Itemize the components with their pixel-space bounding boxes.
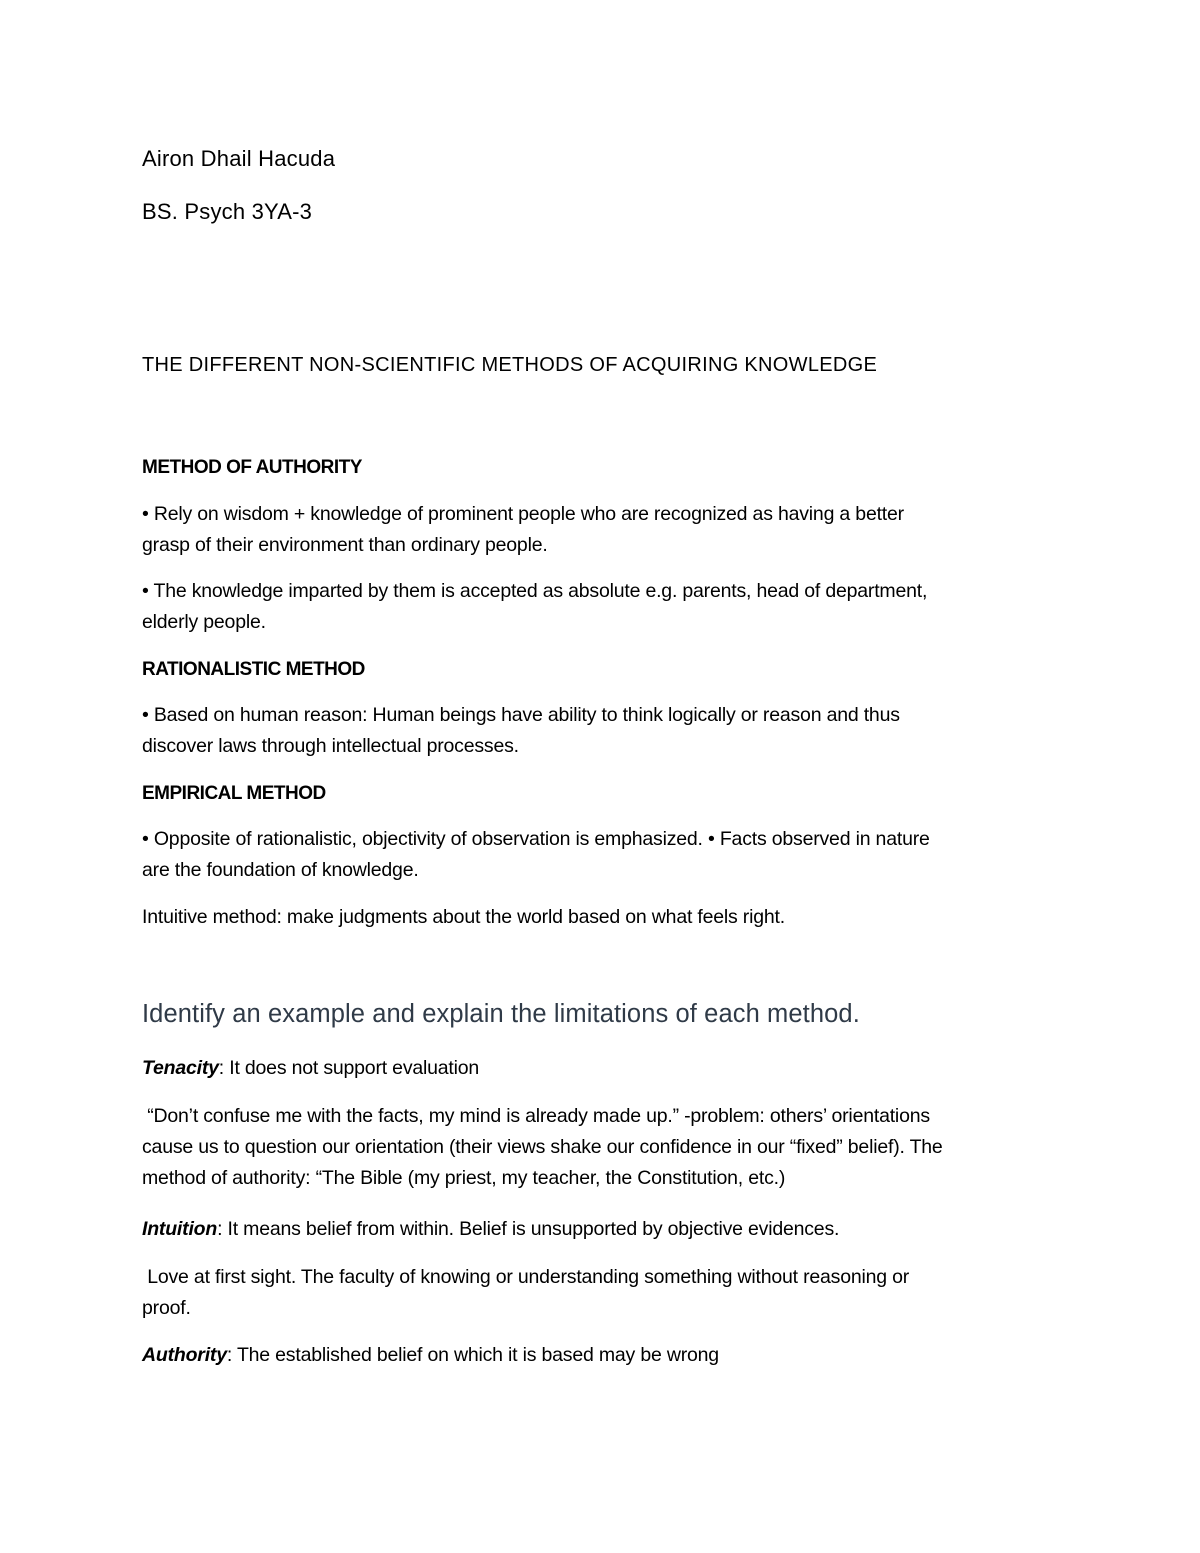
heading-method-of-authority: METHOD OF AUTHORITY (142, 457, 362, 478)
authority-definition: : The established belief on which it is based may be wrong (226, 1344, 719, 1366)
tenacity-term: Tenacity (142, 1057, 219, 1079)
author-name: Airon Dhail Hacuda (142, 146, 336, 171)
intuition-definition-line (142, 1218, 839, 1241)
course-section: BS. Psych 3YA-3 (142, 199, 313, 224)
authority-bullet-2-line-2: elderly people. (142, 611, 266, 633)
authority-bullet-1-line-2: grasp of their environment than ordinary people. (142, 534, 548, 556)
tenacity-definition-line (142, 1057, 479, 1080)
tenacity-example-line-1: “Don’t confuse me with the facts, my mind is already made up.” -problem: others’ orientations (142, 1105, 930, 1127)
authority-bullet-2-line-1: • The knowledge imparted by them is accepted as absolute e.g. parents, head of department, (142, 580, 928, 602)
intuition-example-line-1: Love at first sight. The faculty of knowing or understanding something without reasoning or (142, 1266, 910, 1288)
rationalistic-bullet-1-line-2: discover laws through intellectual processes. (142, 735, 519, 757)
tenacity-example-line-2: cause us to question our orientation (their views shake our confidence in our “fixed” belief). The (142, 1136, 943, 1158)
rationalistic-bullet-1-line-1: • Based on human reason: Human beings have ability to think logically or reason and thus (142, 704, 900, 726)
document-title: THE DIFFERENT NON-SCIENTIFIC METHODS OF ACQUIRING KNOWLEDGE (142, 354, 878, 376)
limitations-heading: Identify an example and explain the limitations of each method. (142, 1000, 860, 1028)
tenacity-definition: : It does not support evaluation (218, 1057, 480, 1079)
intuition-term: Intuition (142, 1218, 218, 1240)
intuitive-method-text: Intuitive method: make judgments about the world based on what feels right. (142, 906, 785, 928)
intuition-example-line-2: proof. (142, 1297, 191, 1319)
authority-term: Authority (142, 1344, 227, 1366)
intuition-definition: : It means belief from within. Belief is unsupported by objective evidences. (217, 1218, 840, 1240)
empirical-bullet-1-line-1: • Opposite of rationalistic, objectivity of observation is emphasized. • Facts observed in nature (142, 828, 930, 850)
authority-limitation-line (142, 1344, 719, 1367)
authority-bullet-1-line-1: • Rely on wisdom + knowledge of prominent people who are recognized as having a better (142, 503, 904, 525)
empirical-bullet-1-line-2: are the foundation of knowledge. (142, 859, 419, 881)
heading-empirical-method: EMPIRICAL METHOD (142, 783, 326, 804)
heading-rationalistic-method: RATIONALISTIC METHOD (142, 659, 365, 680)
tenacity-example-line-3: method of authority: “The Bible (my priest, my teacher, the Constitution, etc.) (142, 1167, 786, 1189)
